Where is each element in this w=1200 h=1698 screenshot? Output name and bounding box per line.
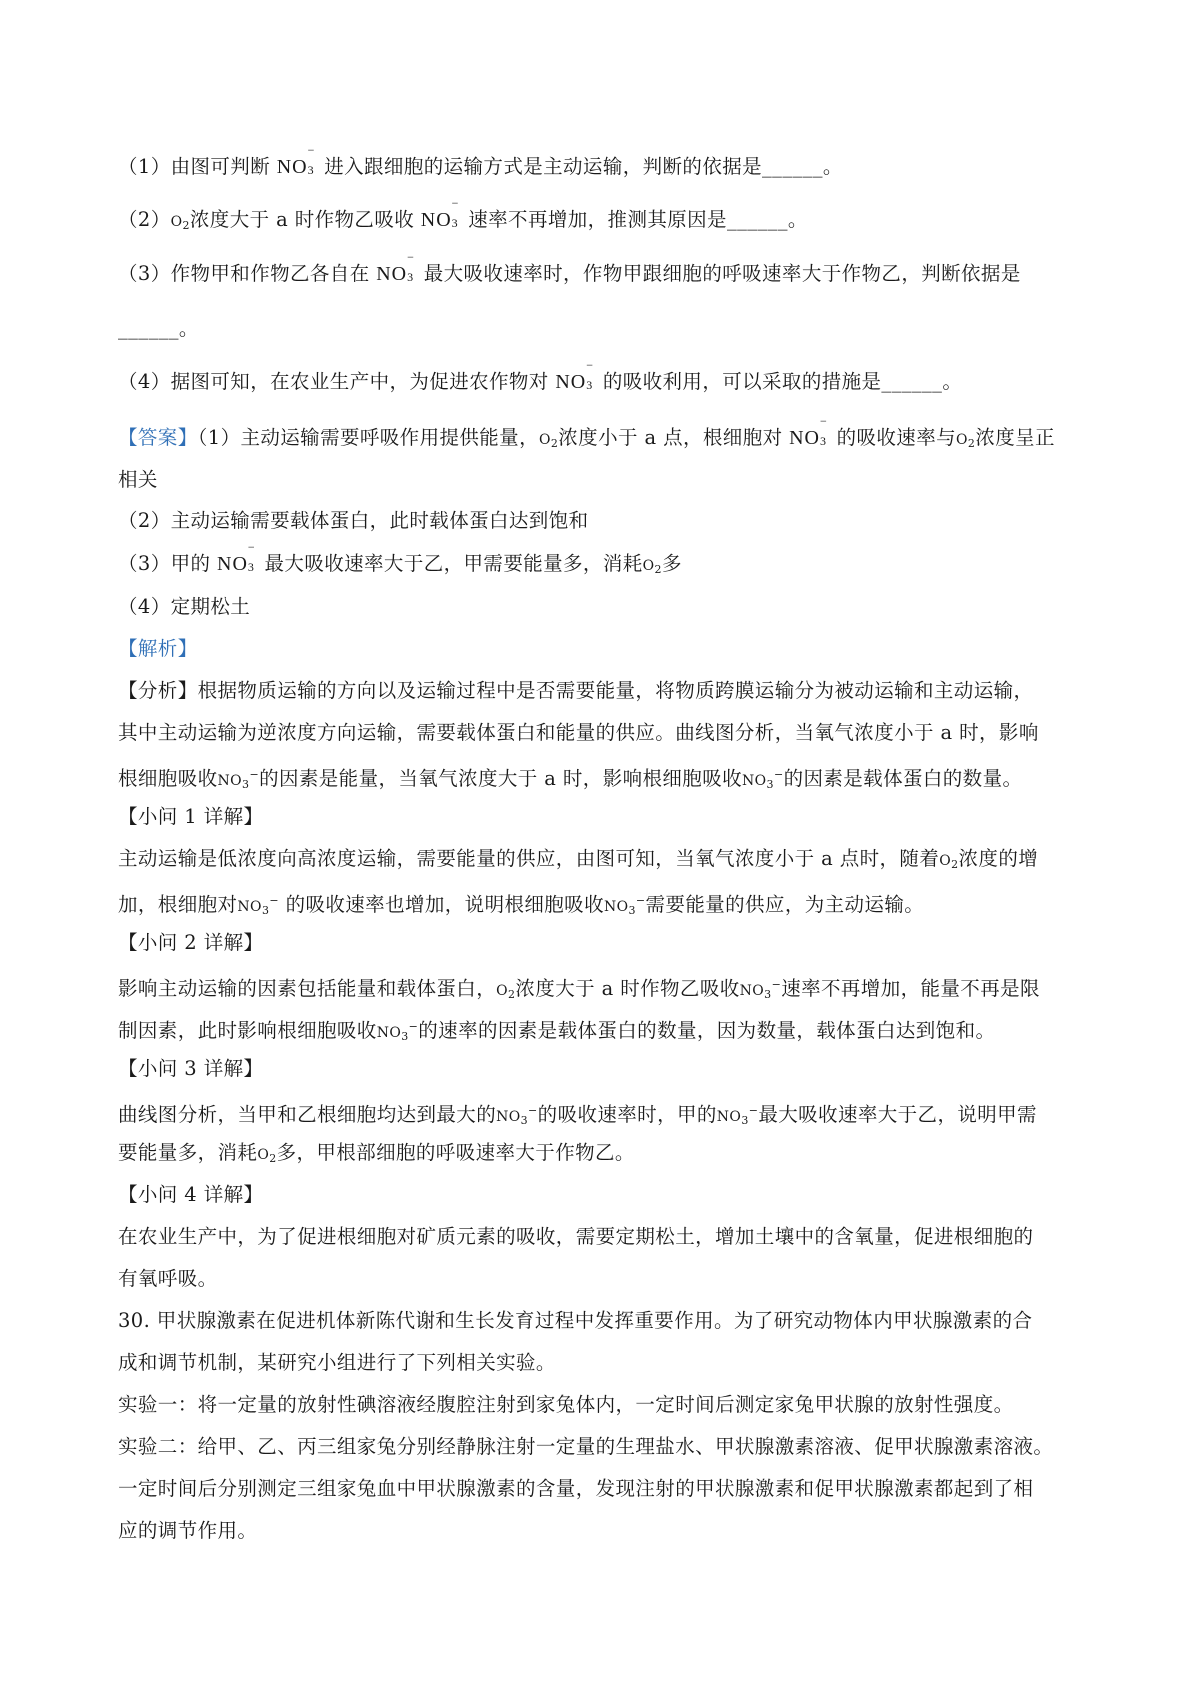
question-3-continued: ______。 (118, 317, 199, 340)
analysis-line: 影响主动运输的因素包括能量和载体蛋白，$O_2$浓度大于 a 时作物乙吸收$NO_3^-$速率不再增加，能量不再是限 (118, 977, 1040, 1001)
nitrate-ion: NO − 3 (420, 196, 460, 231)
analysis-line: 要能量多，消耗$O_2$多，甲根部细胞的呼吸速率大于作物乙。 (118, 1141, 635, 1165)
question-text: 作物甲和作物乙各自在 (170, 262, 370, 285)
question-text: 由图可判断 (170, 155, 271, 178)
answer-2: （2）主动运输需要载体蛋白，此时载体蛋白达到饱和 (118, 509, 589, 532)
subquestion-2-label: 【小问 2 详解】 (118, 931, 264, 954)
nitrate-ion: NO − 3 (555, 358, 594, 393)
question-30: 30. 甲状腺激素在促进机体新陈代谢和生长发育过程中发挥重要作用。为了研究动物体内甲状腺激素的合 (118, 1309, 1033, 1332)
subquestion-4-label: 【小问 4 详解】 (118, 1183, 264, 1206)
analysis-line: 【分析】根据物质运输的方向以及运输过程中是否需要能量，将物质跨膜运输分为被动运输和主动运输， (118, 679, 1034, 702)
nitrate-ion: NO − 3 (217, 540, 256, 575)
question-text: 据图可知，在农业生产中，为促进农作物对 (170, 370, 549, 393)
oxygen-formula: $O_2$ (170, 214, 190, 232)
nitrate-ion: NO − 3 (789, 414, 828, 449)
answer-1: 【答案】（1）主动运输需要呼吸作用提供能量，$O_2$浓度小于 a 点，根细胞对 NO − 3 的吸收速率与$O_2$浓度呈正 (118, 414, 1055, 450)
question-number: （2） (118, 208, 171, 231)
experiment-1: 实验一：将一定量的放射性碘溶液经腹腔注射到家兔体内，一定时间后测定家兔甲状腺的放射性强度。 (118, 1393, 1014, 1416)
answer-4: （4）定期松土 (118, 595, 251, 618)
experiment-2-line: 应的调节作用。 (118, 1519, 258, 1542)
question-text: 速率不再增加，推测其原因是______。 (468, 208, 808, 231)
question-number: （1） (118, 155, 171, 178)
question-2 (118, 196, 1098, 241)
analysis-label: 【解析】 (118, 637, 198, 660)
subquestion-1-label: 【小问 1 详解】 (118, 805, 264, 828)
question-3 (118, 250, 1098, 289)
question-number: （4） (118, 370, 171, 393)
question-text: 的吸收利用，可以采取的措施是______。 (602, 370, 963, 393)
nitrate-ion: NO − 3 (376, 250, 415, 285)
analysis-line: 曲线图分析，当甲和乙根细胞均达到最大的$NO_3^-$的吸收速率时，甲的$NO_3^-$最大吸收速率大于乙，说明甲需 (118, 1103, 1037, 1127)
question-text: 进入跟细胞的运输方式是主动运输，判断的依据是______。 (324, 155, 843, 178)
analysis-line: 根细胞吸收$NO_3^-$的因素是能量，当氧气浓度大于 a 时，影响根细胞吸收$NO_3^-$的因素是载体蛋白的数量。 (118, 767, 1023, 791)
question-1 (118, 143, 1098, 182)
question-text: 浓度大于 a 时作物乙吸收 (189, 208, 415, 231)
answer-1-continued: 相关 (118, 468, 158, 491)
question-4 (118, 358, 1098, 397)
analysis-line: 有氧呼吸。 (118, 1267, 218, 1290)
analysis-line: 其中主动运输为逆浓度方向运输，需要载体蛋白和能量的供应。曲线图分析，当氧气浓度小于 a 时，影响 (118, 721, 1039, 744)
analysis-line: 主动运输是低浓度向高浓度运输，需要能量的供应，由图可知，当氧气浓度小于 a 点时，随着$O_2$浓度的增 (118, 847, 1039, 871)
question-text: 最大吸收速率时，作物甲跟细胞的呼吸速率大于作物乙，判断依据是 (423, 262, 1021, 285)
answer-label: 【答案】 (118, 426, 198, 449)
experiment-2: 实验二：给甲、乙、丙三组家兔分别经静脉注射一定量的生理盐水、甲状腺激素溶液、促甲状腺激素溶液。 (118, 1435, 1054, 1458)
nitrate-ion: NO − 3 (276, 143, 316, 178)
experiment-2-line: 一定时间后分别测定三组家兔血中甲状腺激素的含量，发现注射的甲状腺激素和促甲状腺激素都起到了相 (118, 1477, 1034, 1500)
answer-3: （3）甲的 NO − 3 最大吸收速率大于乙，甲需要能量多，消耗$O_2$多 (118, 540, 682, 576)
subquestion-3-label: 【小问 3 详解】 (118, 1057, 264, 1080)
analysis-line: 制因素，此时影响根细胞吸收$NO_3^-$的速率的因素是载体蛋白的数量，因为数量，载体蛋白达到饱和。 (118, 1019, 996, 1043)
question-number: （3） (118, 262, 171, 285)
analysis-line: 在农业生产中，为了促进根细胞对矿质元素的吸收，需要定期松土，增加土壤中的含氧量，促进根细胞的 (118, 1225, 1034, 1248)
question-30-line: 成和调节机制，某研究小组进行了下列相关实验。 (118, 1351, 556, 1374)
analysis-line: 加，根细胞对$NO_3^-$ 的吸收速率也增加，说明根细胞吸收$NO_3^-$需要能量的供应，为主动运输。 (118, 893, 925, 917)
